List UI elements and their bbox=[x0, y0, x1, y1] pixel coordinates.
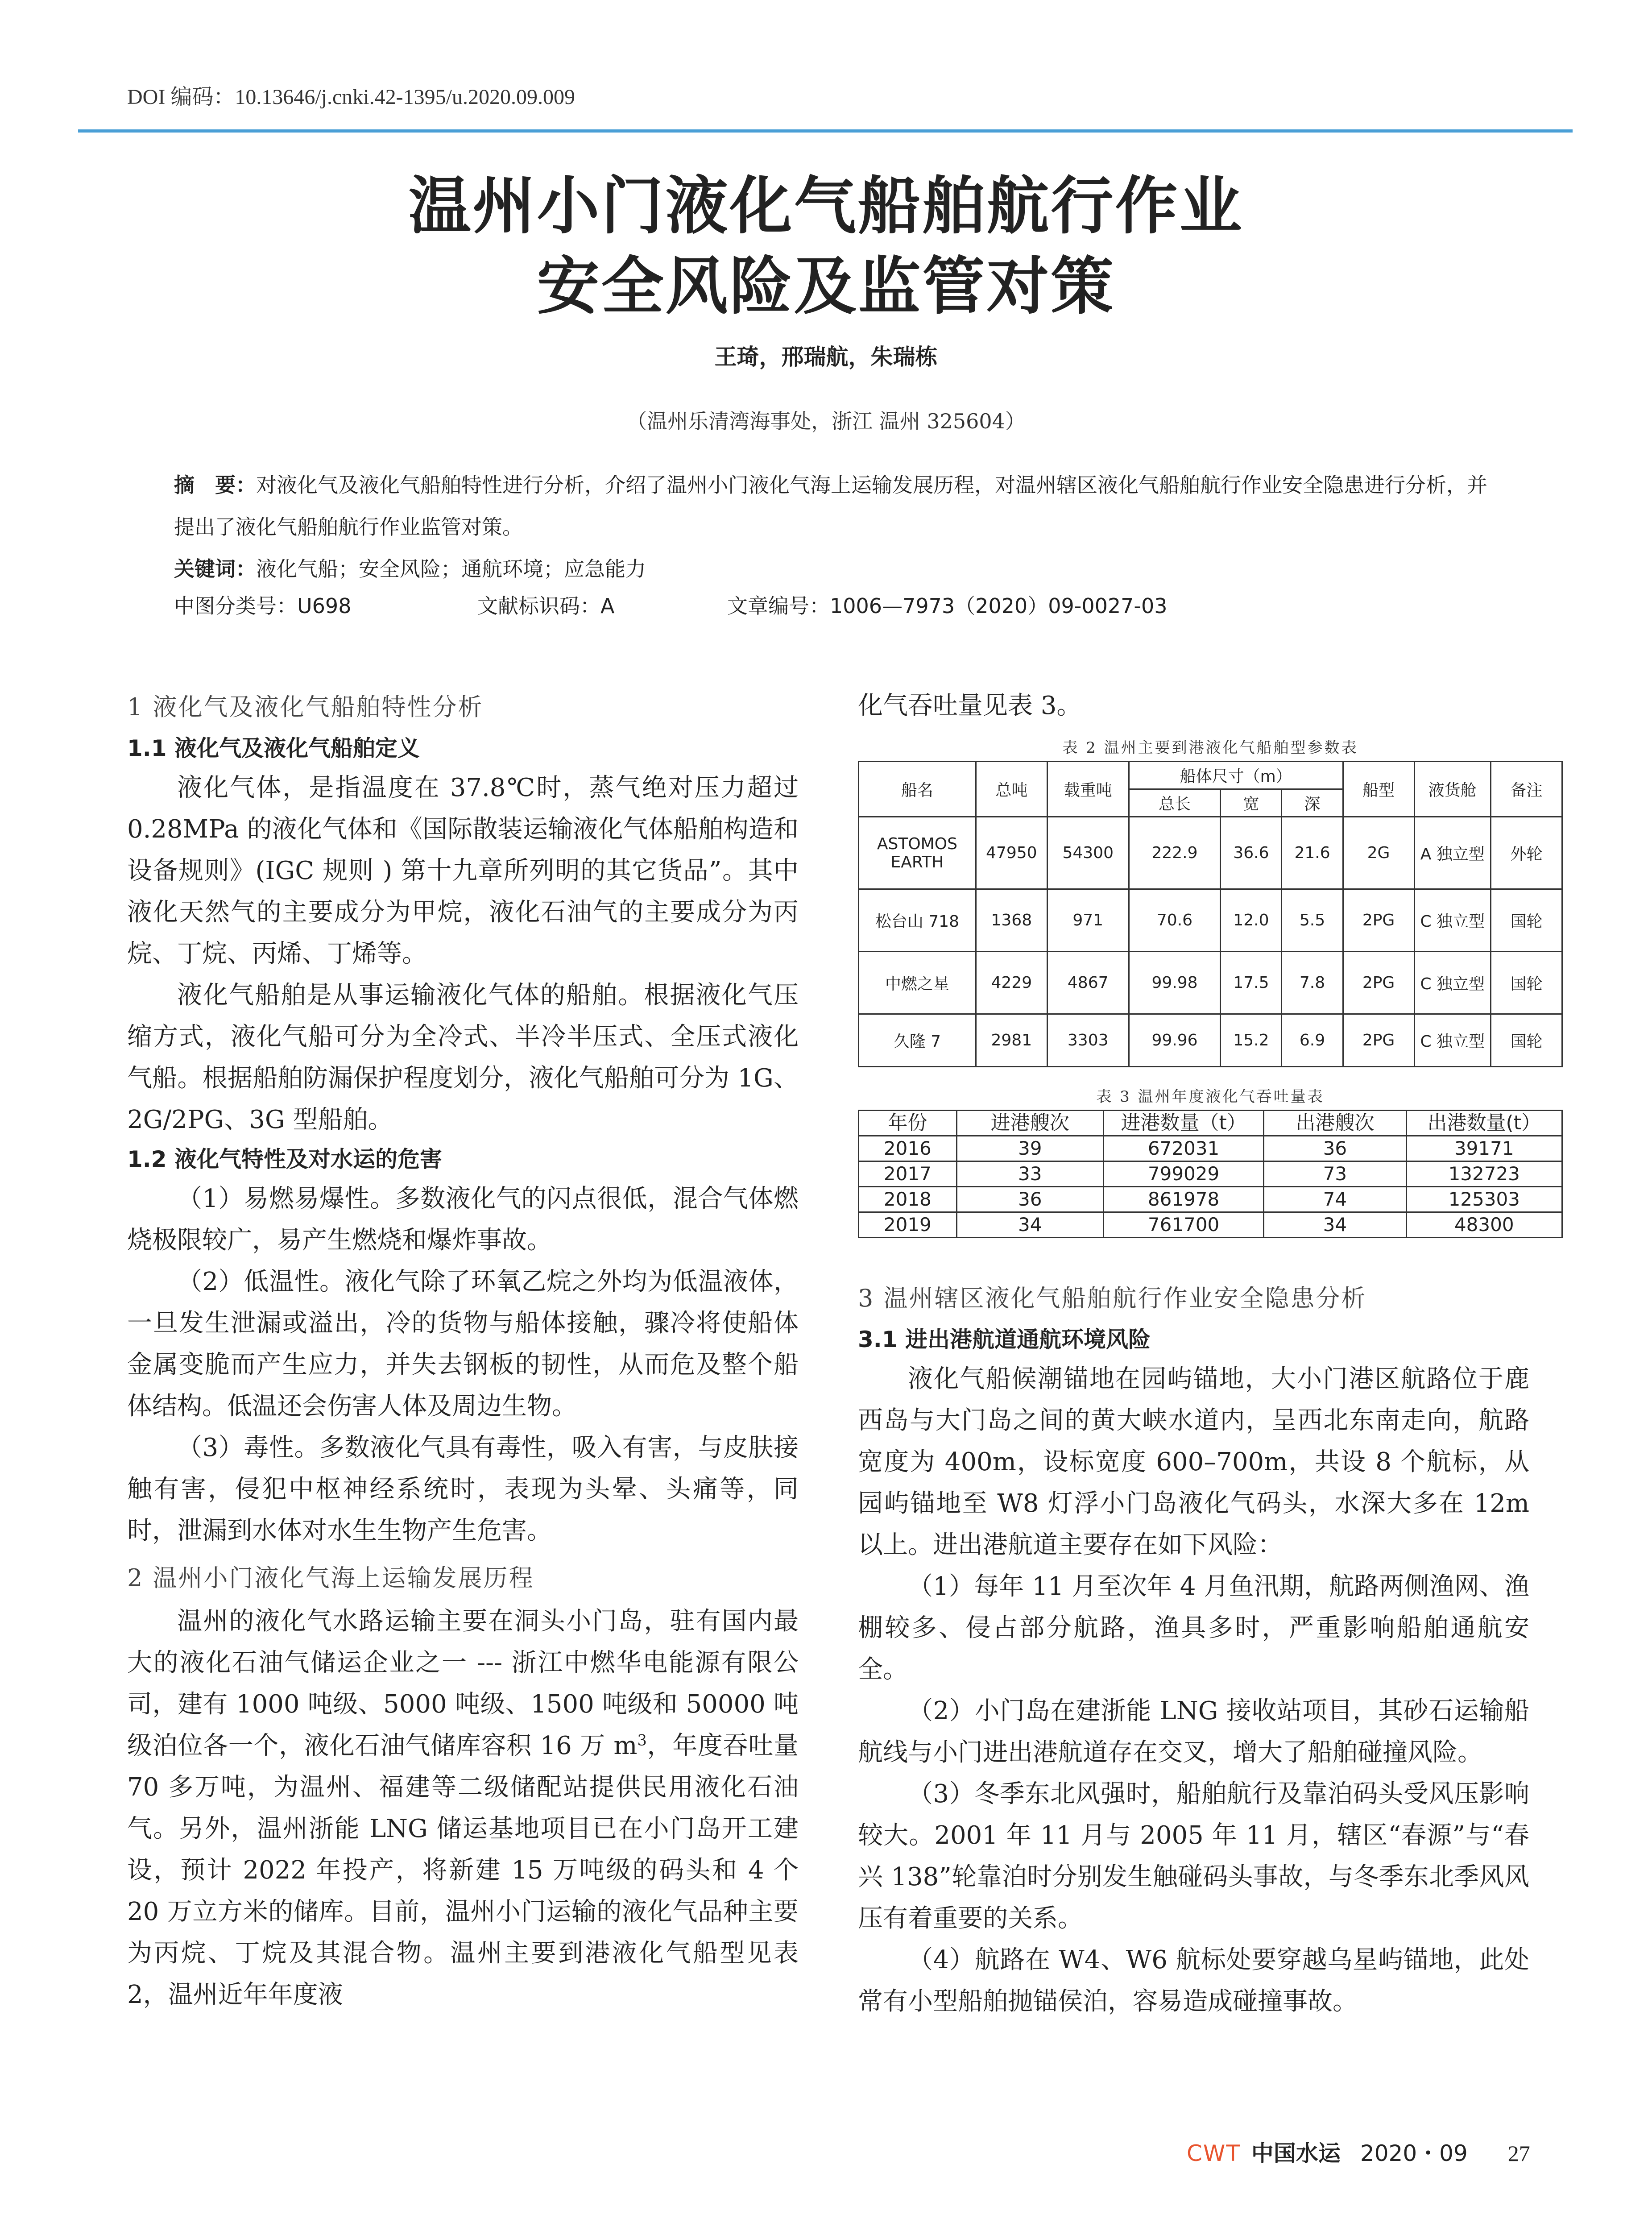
table-cell: 99.96 bbox=[1129, 1014, 1221, 1067]
table-cell: 1368 bbox=[976, 889, 1047, 952]
left-column bbox=[127, 685, 799, 2015]
table-cell: 222.9 bbox=[1129, 817, 1221, 889]
table-cell: 672031 bbox=[1103, 1136, 1263, 1161]
table-cell: 47950 bbox=[976, 817, 1047, 889]
paragraph bbox=[127, 1601, 799, 2015]
table-cell: 34 bbox=[1264, 1212, 1406, 1238]
table-cell: 15.2 bbox=[1221, 1014, 1282, 1067]
table-2-caption: 表 2 温州主要到港液化气船舶型参数表 bbox=[1062, 739, 1358, 757]
paragraph: （2）低温性。液化气除了环氧乙烷之外均为低温液体，一旦发生泄漏或溢出，冷的货物与船体接触，骤冷将使船体金属变脆而产生应力，并失去钢板的韧性，从而危及整个船体结构。低温还会伤害人体及周边生物。 bbox=[127, 1267, 799, 1421]
table-cell: 54300 bbox=[1047, 817, 1129, 889]
article-number: 文章编号：1006—7973（2020）09-0027-03 bbox=[727, 594, 1168, 618]
table-cell: 125303 bbox=[1406, 1187, 1562, 1212]
table-cell: A 独立型 bbox=[1414, 817, 1491, 889]
right-column-top bbox=[858, 685, 1529, 726]
table-row bbox=[859, 1161, 1562, 1187]
paragraph: 液化气船候潮锚地在园屿锚地，大小门港区航路位于鹿西岛与大门岛之间的黄大峡水道内，呈西北东南走向，航路宽度为 400m，设标宽度 600–700m，共设 8 个航标，从园屿锚地至 W8 灯浮小门岛液化气码头，水深大多在 12m 以上。进出港航道主要存在如下风险： bbox=[858, 1364, 1529, 1559]
paragraph-part: ，年度吞吐量 70 多万吨，为温州、福建等二级储配站提供民用液化石油气。另外，温州浙能 LNG 储运基地项目已在小门岛开工建设，预计 2022 年投产，将新建 15 万吨级的码头和 4 个 20 万立方米的储库。目前，温州小门运输的液化气品种主要为丙烷、丁烷及其混合物。温州主要到港液化气船型见表 2，温州近年年度液 bbox=[127, 1731, 799, 2009]
abstract-block bbox=[174, 464, 1490, 590]
table-cell: C 独立型 bbox=[1414, 889, 1491, 952]
section-1-heading: 1 液化气及液化气船舶特性分析 bbox=[127, 693, 484, 721]
table-cell: 34 bbox=[956, 1212, 1103, 1238]
superscript: 3 bbox=[637, 1731, 647, 1749]
table-header: 宽 bbox=[1221, 789, 1282, 817]
table-cell: 2016 bbox=[859, 1136, 957, 1161]
table-row bbox=[859, 889, 1562, 952]
title-line-1: 温州小门液化气船舶航行作业 bbox=[408, 170, 1244, 243]
table-header: 船型 bbox=[1343, 762, 1414, 817]
table-cell: 2PG bbox=[1343, 1014, 1414, 1067]
paragraph: （1）每年 11 月至次年 4 月鱼汛期，航路两侧渔网、渔棚较多、侵占部分航路，渔具多时，严重影响船舶通航安全。 bbox=[858, 1572, 1529, 1684]
paragraph: （2）小门岛在建浙能 LNG 接收站项目，其砂石运输船航线与小门进出港航道存在交叉，增大了船舶碰撞风险。 bbox=[858, 1696, 1529, 1767]
table-cell: 4867 bbox=[1047, 952, 1129, 1014]
table-cell: 外轮 bbox=[1491, 817, 1562, 889]
page-footer bbox=[1187, 2136, 1530, 2168]
keywords-text: 液化气船；安全风险；通航环境；应急能力 bbox=[256, 557, 646, 581]
document-code: 文献标识码：A bbox=[477, 594, 615, 618]
table-header: 船名 bbox=[859, 762, 976, 817]
section-1-2-heading: 1.2 液化气特性及对水运的危害 bbox=[127, 1146, 442, 1172]
table-cell: 松台山 718 bbox=[859, 889, 976, 952]
table-header: 总长 bbox=[1129, 789, 1221, 817]
section-1-1-heading: 1.1 液化气及液化气船舶定义 bbox=[127, 735, 420, 761]
table-cell: 21.6 bbox=[1282, 817, 1343, 889]
table-cell: 70.6 bbox=[1129, 889, 1221, 952]
table-3 bbox=[858, 1110, 1563, 1238]
table-cell: 74 bbox=[1264, 1187, 1406, 1212]
paragraph: 化气吞吐量见表 3。 bbox=[858, 691, 1082, 720]
table-2 bbox=[858, 761, 1563, 1067]
authors: 王琦，邢瑞航，朱瑞栋 bbox=[714, 344, 938, 370]
table-cell: 861978 bbox=[1103, 1187, 1263, 1212]
table-cell: 39 bbox=[956, 1136, 1103, 1161]
abstract-text: 对液化气及液化气船舶特性进行分析，介绍了温州小门液化气海上运输发展历程，对温州辖区液化气船舶航行作业安全隐患进行分析，并提出了液化气船舶航行作业监管对策。 bbox=[174, 473, 1487, 539]
table-cell: 36 bbox=[1264, 1136, 1406, 1161]
table-cell: 3303 bbox=[1047, 1014, 1129, 1067]
table-header-row bbox=[859, 1111, 1562, 1136]
table-cell: 2981 bbox=[976, 1014, 1047, 1067]
table-header-row bbox=[859, 762, 1562, 789]
table-cell: 36.6 bbox=[1221, 817, 1282, 889]
table-row bbox=[859, 817, 1562, 889]
classification-line bbox=[174, 590, 1490, 626]
table-cell: 99.98 bbox=[1129, 952, 1221, 1014]
table-cell: 国轮 bbox=[1491, 952, 1562, 1014]
paragraph-part: 温州的液化气水路运输主要在洞头小门岛，驻有国内最大的液化石油气储运企业之一 --- 浙江中燃华电能源有限公司，建有 1000 吨级、5000 吨级、1500 吨级和 50000 吨级泊位各一个，液化石油气储库容积 16 万 m bbox=[127, 1607, 799, 1760]
table-cell: C 独立型 bbox=[1414, 952, 1491, 1014]
table-cell: 39171 bbox=[1406, 1136, 1562, 1161]
table-header: 出港数量(t） bbox=[1406, 1111, 1562, 1136]
table-row bbox=[859, 1136, 1562, 1161]
table-cell: 36 bbox=[956, 1187, 1103, 1212]
table-cell: 761700 bbox=[1103, 1212, 1263, 1238]
section-3-1-heading: 3.1 进出港航道通航环境风险 bbox=[858, 1327, 1151, 1352]
table-cell: 7.8 bbox=[1282, 952, 1343, 1014]
table-header: 出港艘次 bbox=[1264, 1111, 1406, 1136]
table-header: 深 bbox=[1282, 789, 1343, 817]
table-cell: 17.5 bbox=[1221, 952, 1282, 1014]
table-cell: 国轮 bbox=[1491, 889, 1562, 952]
paragraph: （3）冬季东北风强时，船舶航行及靠泊码头受风压影响较大。2001 年 11 月与 2005 年 11 月，辖区“春源”与“春兴 138”轮靠泊时分别发生触碰码头事故，与冬季东北季风风压有着重要的关系。 bbox=[858, 1779, 1529, 1933]
table-cell: 12.0 bbox=[1221, 889, 1282, 952]
paragraph: （4）航路在 W4、W6 航标处要穿越乌星屿锚地，此处常有小型船舶抛锚侯泊，容易造成碰撞事故。 bbox=[858, 1945, 1529, 2016]
section-2-heading: 2 温州小门液化气海上运输发展历程 bbox=[127, 1564, 534, 1592]
table-cell: ASTOMOS EARTH bbox=[859, 817, 976, 889]
journal-name: 中国水运 bbox=[1251, 2140, 1341, 2166]
table-row bbox=[859, 1014, 1562, 1067]
paragraph: （3）毒性。多数液化气具有毒性，吸入有害，与皮肤接触有害，侵犯中枢神经系统时，表现为头晕、头痛等，同时，泄漏到水体对水生生物产生危害。 bbox=[127, 1433, 799, 1545]
abstract-label: 摘 要： bbox=[174, 473, 256, 497]
table-cell: 33 bbox=[956, 1161, 1103, 1187]
table-cell: 73 bbox=[1264, 1161, 1406, 1187]
table-cell: 2G bbox=[1343, 817, 1414, 889]
table-cell: 132723 bbox=[1406, 1161, 1562, 1187]
table-header: 船体尺寸（m） bbox=[1129, 762, 1343, 789]
table-cell: 2019 bbox=[859, 1212, 957, 1238]
table-cell: 2018 bbox=[859, 1187, 957, 1212]
affiliation: （温州乐清湾海事处，浙江 温州 325604） bbox=[626, 409, 1026, 433]
header-rule bbox=[78, 129, 1573, 133]
keywords-label: 关键词： bbox=[174, 557, 256, 581]
table-cell: C 独立型 bbox=[1414, 1014, 1491, 1067]
table-header: 液货舱 bbox=[1414, 762, 1491, 817]
table-header: 总吨 bbox=[976, 762, 1047, 817]
table-cell: 6.9 bbox=[1282, 1014, 1343, 1067]
table-cell: 971 bbox=[1047, 889, 1129, 952]
table-cell: 799029 bbox=[1103, 1161, 1263, 1187]
abstract-paragraph bbox=[174, 464, 1490, 548]
paragraph: 液化气船舶是从事运输液化气体的船舶。根据液化气压缩方式，液化气船可分为全冷式、半冷半压式、全压式液化气船。根据船舶防漏保护程度划分，液化气船舶可分为 1G、2G/2PG、3G 型船舶。 bbox=[127, 981, 799, 1134]
table-3-caption: 表 3 温州年度液化气吞吐量表 bbox=[1096, 1088, 1325, 1106]
table-header: 进港艘次 bbox=[956, 1111, 1103, 1136]
issue-date: 2020・09 bbox=[1360, 2140, 1468, 2166]
section-3-heading: 3 温州辖区液化气船舶航行作业安全隐患分析 bbox=[858, 1284, 1367, 1312]
journal-logo: CWT bbox=[1187, 2140, 1241, 2166]
table-row bbox=[859, 1212, 1562, 1238]
table-cell: 2017 bbox=[859, 1161, 957, 1187]
table-cell: 5.5 bbox=[1282, 889, 1343, 952]
table-header: 进港数量（t） bbox=[1103, 1111, 1263, 1136]
table-cell: 久隆 7 bbox=[859, 1014, 976, 1067]
right-column-bottom bbox=[858, 1276, 1529, 2022]
table-cell: 48300 bbox=[1406, 1212, 1562, 1238]
table-cell: 2PG bbox=[1343, 889, 1414, 952]
table-cell: 4229 bbox=[976, 952, 1047, 1014]
clc-number: 中图分类号：U698 bbox=[174, 594, 352, 618]
table-row bbox=[859, 952, 1562, 1014]
table-header: 载重吨 bbox=[1047, 762, 1129, 817]
title-line-2: 安全风险及监管对策 bbox=[537, 250, 1115, 323]
table-cell: 2PG bbox=[1343, 952, 1414, 1014]
table-header: 备注 bbox=[1491, 762, 1562, 817]
table-cell: 中燃之星 bbox=[859, 952, 976, 1014]
paragraph: （1）易燃易爆性。多数液化气的闪点很低，混合气体燃烧极限较广，易产生燃烧和爆炸事故。 bbox=[127, 1184, 799, 1255]
paragraph: 液化气体，是指温度在 37.8℃时，蒸气绝对压力超过 0.28MPa 的液化气体和《国际散装运输液化气体船舶构造和设备规则》(IGC 规则 ) 第十九章所列明的其它货品”。其中液化天然气的主要成分为甲烷，液化石油气的主要成分为丙烷、丁烷、丙烯、丁烯等。 bbox=[127, 773, 799, 968]
doi-line: DOI 编码：10.13646/j.cnki.42-1395/u.2020.09.009 bbox=[127, 85, 575, 109]
table-row bbox=[859, 1187, 1562, 1212]
page-number: 27 bbox=[1507, 2141, 1530, 2166]
keywords-line bbox=[174, 548, 1490, 590]
table-header: 年份 bbox=[859, 1111, 957, 1136]
table-cell: 国轮 bbox=[1491, 1014, 1562, 1067]
